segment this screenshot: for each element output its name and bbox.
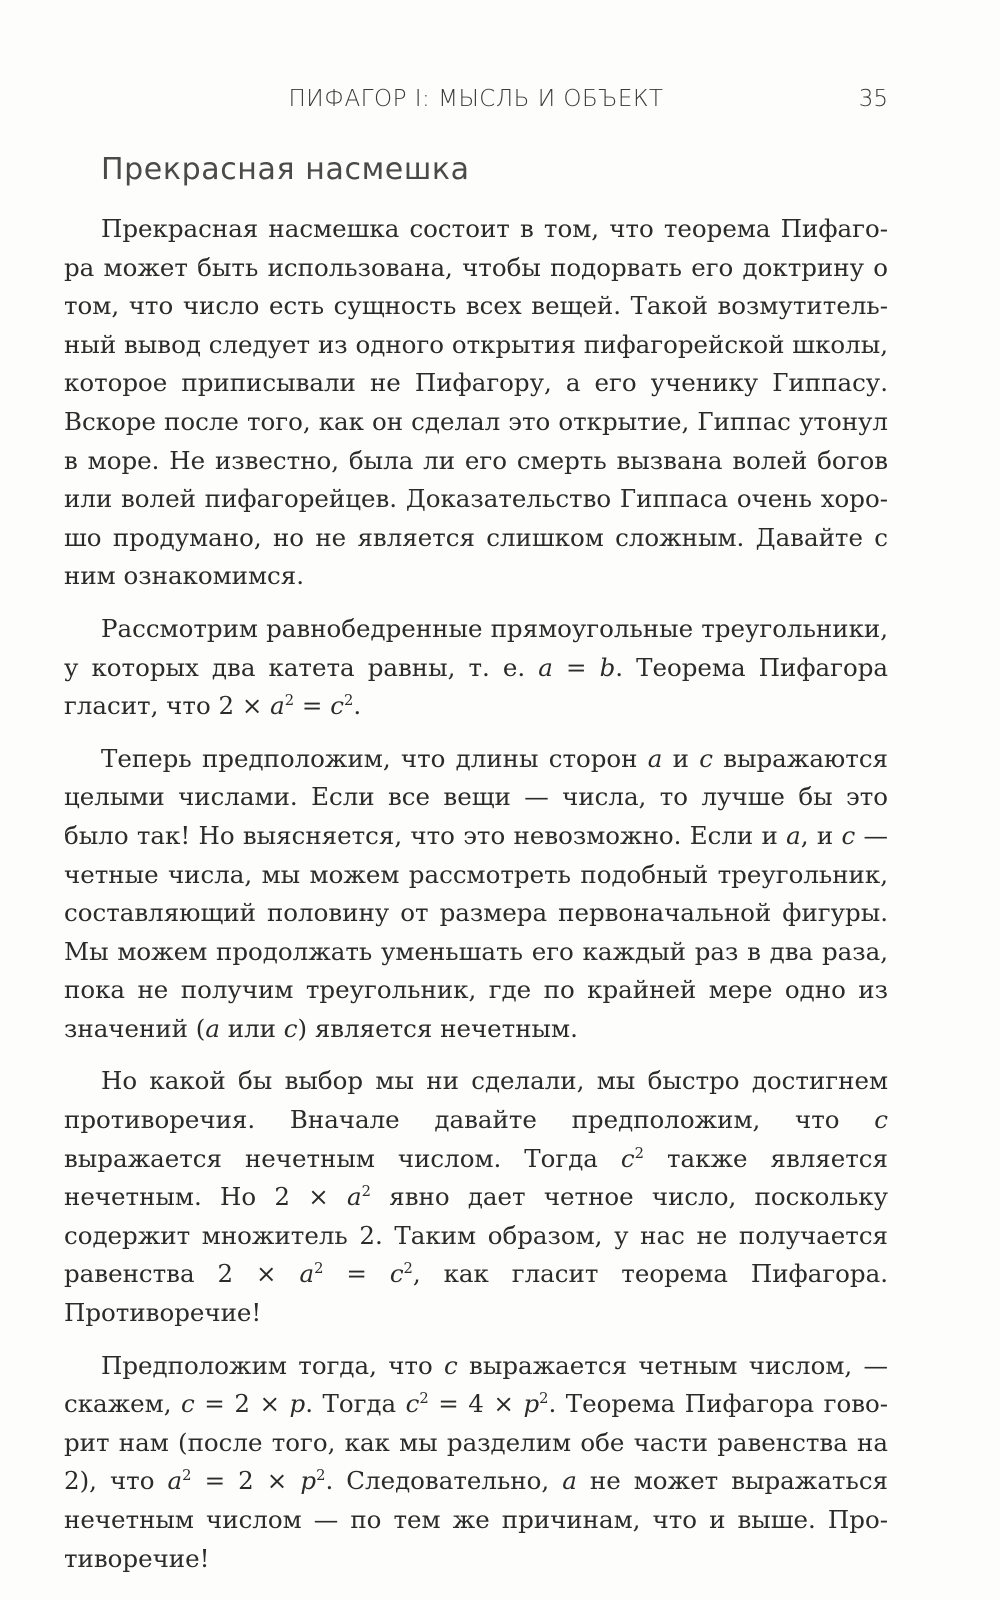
superscript: 2 <box>419 1390 429 1408</box>
text-run: . Тогда <box>305 1389 406 1419</box>
text-run: или <box>219 1013 284 1043</box>
math-var: a <box>538 652 553 682</box>
text-run: = 2 × <box>194 1389 290 1419</box>
text-run: Рассмотрим равнобедренные прямоугольные треугольники, у которых два катета равны, т. е. <box>64 613 888 682</box>
superscript: 2 <box>284 692 295 710</box>
math-var: a <box>347 1182 362 1212</box>
math-var: a <box>167 1466 183 1496</box>
math-var: c <box>283 1013 298 1043</box>
math-var: c <box>405 1389 420 1419</box>
superscript: 2 <box>634 1144 644 1162</box>
math-var: c <box>181 1389 195 1419</box>
math-var: b <box>599 652 616 682</box>
text-run: также является нечетным. Но 2 × <box>64 1143 888 1212</box>
math-var: c <box>389 1259 404 1289</box>
text-run: ) является нечетным. <box>297 1013 578 1043</box>
math-var: c <box>874 1105 888 1135</box>
superscript: 2 <box>403 1260 413 1278</box>
superscript: 2 <box>314 1260 324 1278</box>
text-run: Но какой бы выбор мы ни сделали, мы быстро достигнем противоречия. Вначале давайте предположим, что <box>64 1066 888 1135</box>
text-run: явно дает четное число, поскольку содержит множитель 2. Таким образом, у нас не получается равенства 2 × <box>64 1182 889 1289</box>
math-var: p <box>289 1389 306 1419</box>
math-var: c <box>841 820 856 850</box>
text-run: выражается четным числом, — скажем, <box>64 1350 889 1419</box>
math-var: p <box>523 1389 540 1419</box>
body-text <box>64 210 888 1578</box>
text-run: . <box>353 691 362 721</box>
text-run: Теперь предположим, что длины сторон <box>101 743 648 773</box>
math-var: c <box>699 743 713 773</box>
math-var: a <box>786 820 801 850</box>
superscript: 2 <box>361 1183 371 1201</box>
superscript: 2 <box>316 1467 326 1485</box>
page-number: 35 <box>858 86 888 112</box>
superscript: 2 <box>343 692 354 710</box>
text-run: . Теорема Пифагора говорит нам (после того, как мы разделим обе части равенства на 2), что <box>64 1389 889 1496</box>
math-var: a <box>299 1259 315 1289</box>
paragraph-1: Прекрасная насмешка состоит в том, что теорема Пифагора может быть использована, чтобы подорвать его доктрину о том, что число есть сущность всех вещей. Такой возмутительный вывод следует из одного открытия пифагорейской школы, которое приписывали не Пифагору, а его ученику Гиппасу. Вскоре после того, как он сделал это открытие, Гиппас утонул в море. Не известно, была ли его смерть вызвана волей богов или волей пифагорейцев. Доказательство Гиппаса очень хорошо продумано, но не является слишком сложным. Давайте с ним ознакомимся. <box>64 214 888 591</box>
text-run: . Теорема Пифагора гласит, что 2 × <box>64 652 889 721</box>
math-var: a <box>562 1466 577 1496</box>
text-run: выражаются целыми числами. Если все вещи — числа, то лучше бы это было так! Но выясняется, что это невозможно. Если и <box>64 743 888 850</box>
math-var: a <box>205 1013 220 1043</box>
text-run: = <box>323 1259 390 1289</box>
text-run: и <box>662 743 700 773</box>
superscript: 2 <box>539 1390 549 1408</box>
math-var: a <box>270 691 285 721</box>
running-head <box>64 86 888 120</box>
paragraph-3 <box>64 740 888 1049</box>
text-run: = 2 × <box>191 1466 301 1496</box>
running-title: ПИФАГОР I: МЫСЛЬ И ОБЪЕКТ <box>288 86 664 112</box>
text-run: , как гласит теорема Пифагора. Противоречие! <box>64 1259 889 1328</box>
math-var: c <box>444 1350 458 1380</box>
section-title: Прекрасная насмешка <box>101 152 470 187</box>
text-run: — четные числа, мы можем рассмотреть подобный треугольник, составляющий половину от размера первоначальной фигуры. Мы можем продолжать уменьшать его каждый раз в два раза, пока не получим треугольник, где по крайней мере одно из значений ( <box>64 820 888 1043</box>
text-run: = 4 × <box>428 1389 524 1419</box>
superscript: 2 <box>182 1467 192 1485</box>
paragraph-5 <box>64 1347 888 1579</box>
text-run: выражается нечетным числом. Тогда <box>64 1143 621 1173</box>
text-run: . Следовательно, <box>325 1466 563 1496</box>
text-run: Предположим тогда, что <box>101 1350 445 1380</box>
text-run: = <box>552 652 600 682</box>
text-run: не может выражаться нечетным числом — по тем же причинам, что и выше. Противоречие! <box>64 1466 889 1573</box>
text-run: = <box>294 691 331 721</box>
text-run: , и <box>800 820 842 850</box>
paragraph-2 <box>64 610 888 726</box>
math-var: c <box>620 1143 635 1173</box>
paragraph-4 <box>64 1062 888 1332</box>
math-var: a <box>647 743 663 773</box>
math-var: p <box>300 1466 317 1496</box>
math-var: c <box>330 691 344 721</box>
